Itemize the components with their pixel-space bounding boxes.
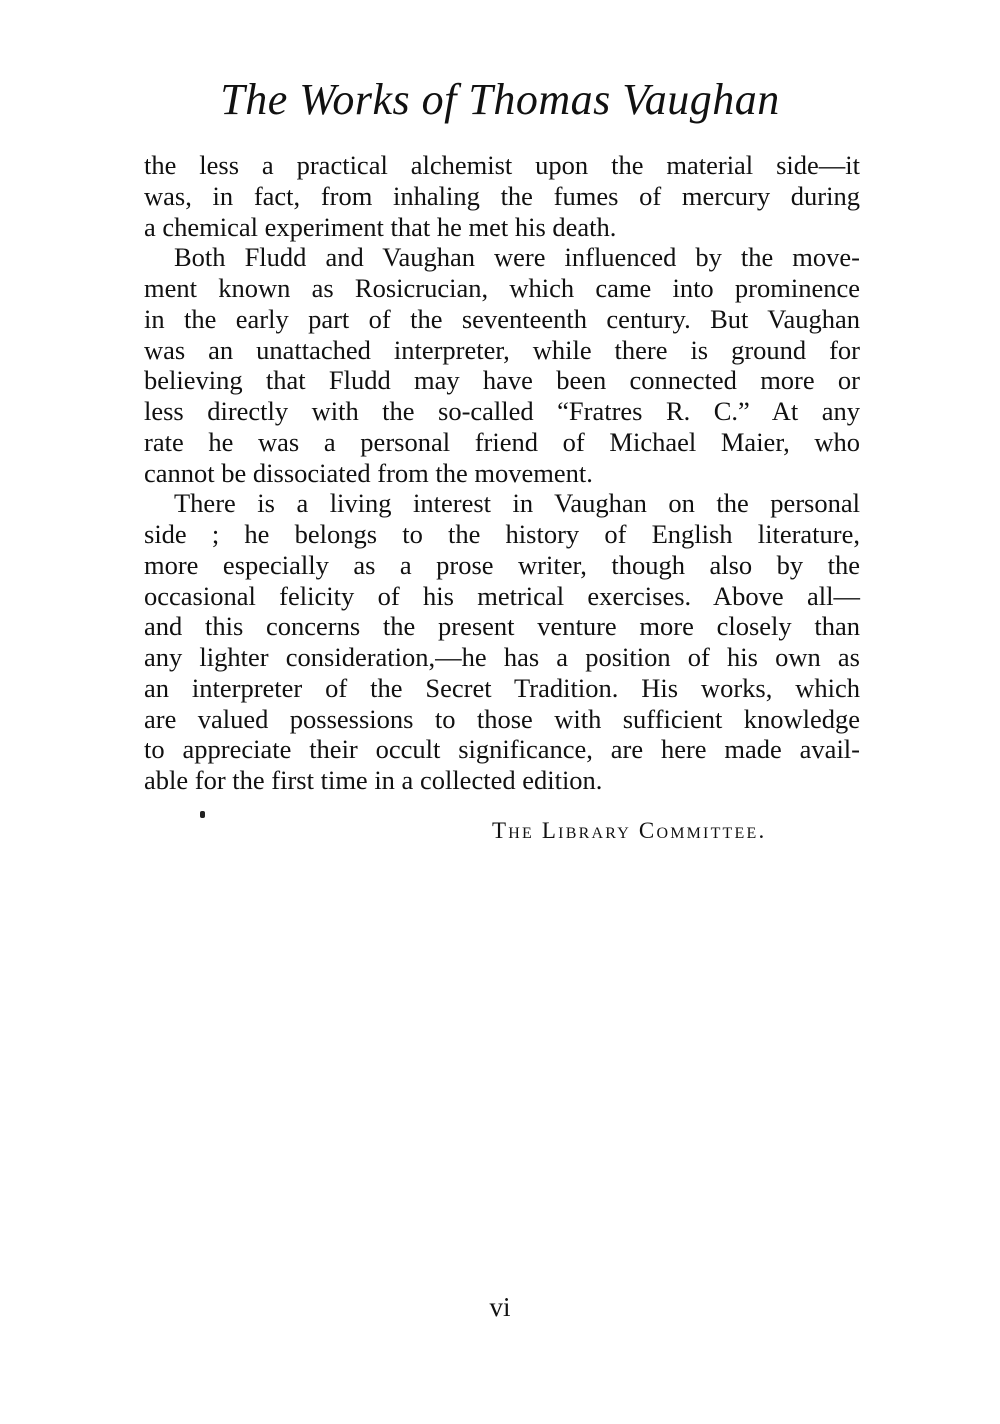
text-line: occasional felicity of his metrical exercises. Above all—	[144, 580, 860, 611]
text-line: more especially as a prose writer, though also by the	[144, 549, 860, 580]
paragraph-rosicrucian	[144, 242, 860, 488]
paragraph-death-of-fludd	[144, 150, 860, 242]
text-line: and this concerns the present venture more closely than	[144, 611, 860, 642]
text-line: was, in fact, from inhaling the fumes of mercury during	[144, 180, 860, 211]
text-line: are valued possessions to those with sufficient knowledge	[144, 703, 860, 734]
text-line: believing that Fludd may have been connected more or	[144, 365, 860, 396]
paragraph-living-interest	[144, 488, 860, 796]
text-line: a chemical experiment that he met his death.	[144, 211, 617, 242]
text-line: Both Fludd and Vaughan were influenced by the move-	[174, 242, 860, 273]
text-line: less directly with the so-called “Fratres R. C.” At any	[144, 396, 860, 426]
text-line: the less a practical alchemist upon the material side—it	[144, 150, 860, 180]
text-line: an interpreter of the Secret Tradition. His works, which	[144, 672, 860, 703]
text-line: cannot be dissociated from the movement.	[144, 457, 593, 488]
ink-speck	[200, 811, 205, 818]
text-line: was an unattached interpreter, while there is ground for	[144, 334, 860, 365]
text-line: in the early part of the seventeenth century. But Vaughan	[144, 303, 860, 334]
text-line: side ; he belongs to the history of English literature,	[144, 519, 860, 549]
text-line: any lighter consideration,—he has a position of his own as	[144, 642, 860, 672]
signature: The Library Committee.	[492, 818, 767, 843]
body-text	[144, 150, 860, 796]
text-line: to appreciate their occult significance, are here made avail-	[144, 734, 860, 765]
text-line: able for the first time in a collected edition.	[144, 765, 603, 795]
text-line: ment known as Rosicrucian, which came into prominence	[144, 273, 860, 303]
text-line: rate he was a personal friend of Michael Maier, who	[144, 426, 860, 457]
text-line: There is a living interest in Vaughan on the personal	[174, 488, 860, 519]
running-title: The Works of Thomas Vaughan	[220, 75, 780, 124]
page-number: vi	[489, 1292, 511, 1322]
